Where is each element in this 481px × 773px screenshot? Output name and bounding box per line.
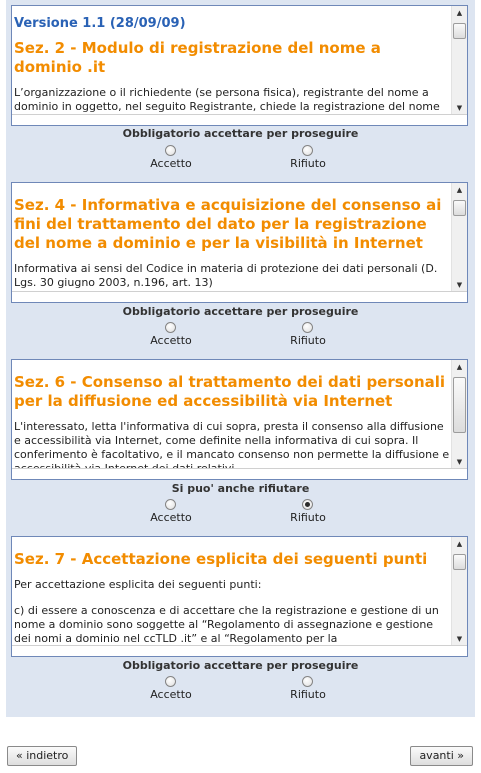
- sez2-scrollbar[interactable]: [451, 6, 467, 115]
- sez2-text: L’organizzazione o il richiedente (se persona fisica), registrante del nome a dominio in oggetto, nel seguito Registrante, chiede la registrazione del nome: [14, 86, 440, 113]
- sez2-refuse-radio[interactable]: [302, 145, 313, 156]
- sez6-accept-radio[interactable]: [165, 499, 176, 510]
- sez4-title: Sez. 4 - Informativa e acquisizione del consenso ai fini del trattamento del dato per la registrazione del nome a dominio e per la visibilità in Internet: [14, 196, 442, 252]
- sez4-accept-label: Accetto: [150, 334, 192, 347]
- sez6-accept-label: Accetto: [150, 511, 192, 524]
- sez7-text-2: c) di essere a conoscenza e di accettare che la registrazione e gestione di un nome a dominio sono soggette al “Regolamento di assegnazione e gestione dei nomi a dominio nel ccTLD .it” e al “Regolamento per la: [14, 604, 439, 645]
- sez4-scrollbar[interactable]: [451, 183, 467, 292]
- sez7-accept-radio[interactable]: [165, 676, 176, 687]
- sez2-content: [12, 6, 467, 125]
- sez7-requirement: Obbligatorio accettare per proseguire: [122, 659, 359, 672]
- sez6-terms-box[interactable]: [11, 359, 468, 480]
- next-button[interactable]: avanti »: [410, 746, 473, 766]
- sez6-text: L'interessato, letta l'informativa di cui sopra, presta il consenso alla diffusione e accessibilità via Internet, come definite nella informativa di cui sopra. Il conferimento è facoltativo, e il mancato consenso non permette la diffusione e: [14, 420, 450, 461]
- sez7-bottom-bar: [12, 645, 467, 656]
- sez7-accept-label: Accetto: [150, 688, 192, 701]
- scroll-thumb[interactable]: [453, 23, 466, 39]
- sez4-requirement: Obbligatorio accettare per proseguire: [122, 305, 359, 318]
- sez7-content: [12, 537, 467, 656]
- sez4-text: Informativa ai sensi del Codice in materia di protezione dei dati personali (D. Lgs. 30 giugno 2003, n.196, art. 13): [14, 262, 438, 289]
- sez6-content: [12, 360, 467, 479]
- sez4-content: [12, 183, 467, 302]
- scroll-thumb[interactable]: [453, 554, 466, 570]
- sez7-refuse-label: Rifiuto: [290, 688, 326, 701]
- scroll-down-arrow-icon[interactable]: ▼: [456, 635, 463, 643]
- scroll-thumb[interactable]: [453, 377, 466, 433]
- scroll-down-arrow-icon[interactable]: ▼: [456, 281, 463, 289]
- sez4-refuse-label: Rifiuto: [290, 334, 326, 347]
- sez7-terms-box[interactable]: [11, 536, 468, 657]
- sez2-requirement: Obbligatorio accettare per proseguire: [122, 127, 359, 140]
- sez6-scrollbar[interactable]: [451, 360, 467, 469]
- scroll-down-arrow-icon[interactable]: ▼: [456, 104, 463, 112]
- sez4-accept-radio[interactable]: [165, 322, 176, 333]
- sez7-title: Sez. 7 - Accettazione esplicita dei seguenti punti: [14, 550, 428, 568]
- version-label: Versione 1.1 (28/09/09): [14, 16, 186, 31]
- sez4-refuse-radio[interactable]: [302, 322, 313, 333]
- sez6-refuse-label: Rifiuto: [290, 511, 326, 524]
- radio-selected-dot: [305, 502, 310, 507]
- sez2-refuse-label: Rifiuto: [290, 157, 326, 170]
- sez6-refuse-radio[interactable]: [302, 499, 313, 510]
- sez6-title: Sez. 6 - Consenso al trattamento dei dati personali per la diffusione ed accessibilità via Internet: [14, 373, 446, 410]
- sez2-terms-box[interactable]: [11, 5, 468, 126]
- scroll-thumb[interactable]: [453, 200, 466, 216]
- sez4-terms-box[interactable]: [11, 182, 468, 303]
- sez2-accept-radio[interactable]: [165, 145, 176, 156]
- back-button[interactable]: « indietro: [7, 746, 77, 766]
- sez2-title: Sez. 2 - Modulo di registrazione del nome a dominio .it: [14, 39, 381, 76]
- sez6-requirement: Si puo' anche rifiutare: [171, 482, 310, 495]
- sez4-bottom-bar: [12, 291, 467, 302]
- scroll-up-arrow-icon[interactable]: ▲: [456, 540, 463, 548]
- sez2-accept-label: Accetto: [150, 157, 192, 170]
- scroll-up-arrow-icon[interactable]: ▲: [456, 363, 463, 371]
- scroll-down-arrow-icon[interactable]: ▼: [456, 458, 463, 466]
- sez7-text: Per accettazione esplicita dei seguenti punti:: [14, 578, 262, 591]
- sez6-bottom-bar: [12, 468, 467, 479]
- sez2-bottom-bar: [12, 114, 467, 125]
- scroll-up-arrow-icon[interactable]: ▲: [456, 9, 463, 17]
- sez7-scrollbar[interactable]: [451, 537, 467, 646]
- sez7-refuse-radio[interactable]: [302, 676, 313, 687]
- scroll-up-arrow-icon[interactable]: ▲: [456, 186, 463, 194]
